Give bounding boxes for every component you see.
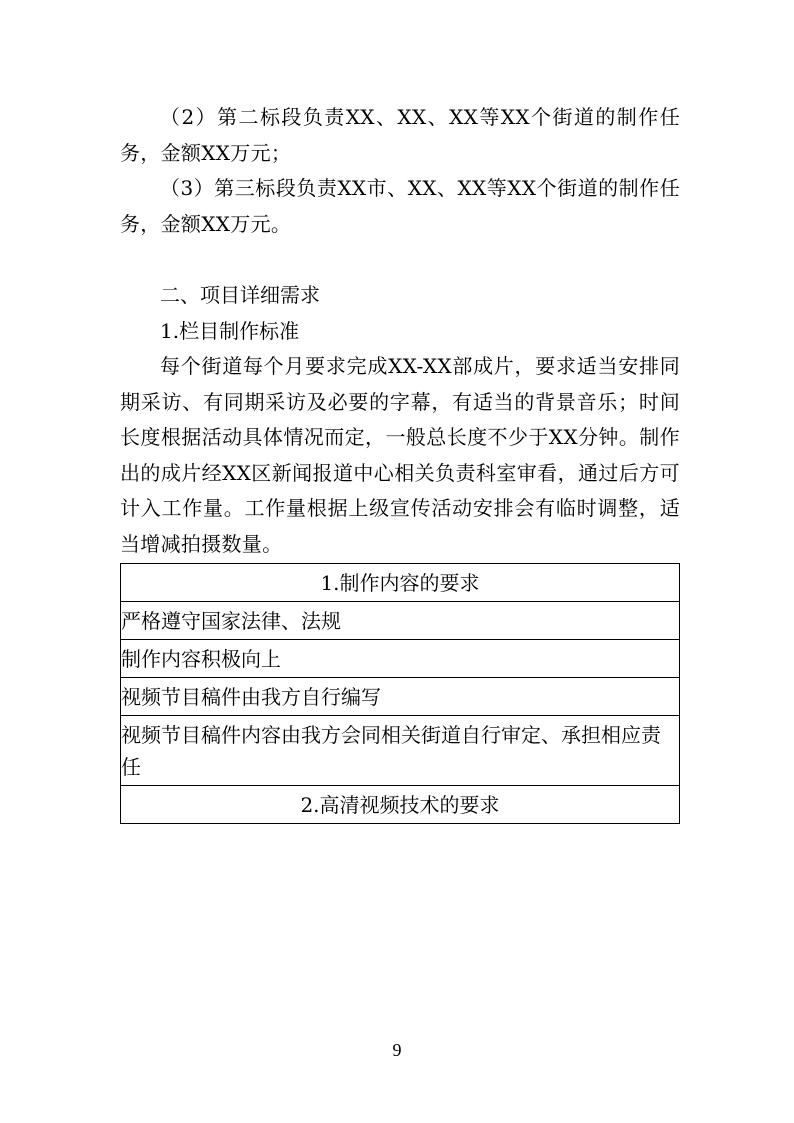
body-paragraph: 每个街道每个月要求完成XX-XX部成片，要求适当安排同期采访、有同期采访及必要的字幕，有适当的背景音乐；时间长度根据活动具体情况而定，一般总长度不少于XX分钟。制作出的成片经XX区新闻报道中心相关负责科室审看，通过后方可计入工作量。工作量根据上级宣传活动安排会有临时调整，适当增减拍摄数量。 <box>120 354 680 556</box>
spacer <box>120 242 680 278</box>
table-row <box>121 716 680 786</box>
table-cell: 严格遵守国家法律、法规 <box>121 602 680 640</box>
table-row <box>121 640 680 678</box>
subsection-heading: 1.栏目制作标准 <box>160 318 300 343</box>
table-row <box>121 786 680 824</box>
table-row <box>121 602 680 640</box>
table-row <box>121 564 680 602</box>
paragraph-section-3: （3）第三标段负责XX市、XX、XX等XX个街道的制作任务，金额XX万元。 <box>120 176 680 236</box>
document-page <box>120 100 680 824</box>
requirements-table <box>120 563 680 824</box>
table-cell: 视频节目稿件由我方自行编写 <box>121 678 680 716</box>
page-number: 9 <box>392 1040 402 1060</box>
table-cell: 视频节目稿件内容由我方会同相关街道自行审定、承担相应责任 <box>121 716 680 786</box>
table-cell: 制作内容积极向上 <box>121 640 680 678</box>
table-header-content: 1.制作内容的要求 <box>121 564 680 602</box>
table-header-technical: 2.高清视频技术的要求 <box>121 786 680 824</box>
table-row <box>121 678 680 716</box>
section-heading: 二、项目详细需求 <box>160 283 320 307</box>
paragraph-section-2: （2）第二标段负责XX、XX、XX等XX个街道的制作任务，金额XX万元； <box>120 105 680 165</box>
